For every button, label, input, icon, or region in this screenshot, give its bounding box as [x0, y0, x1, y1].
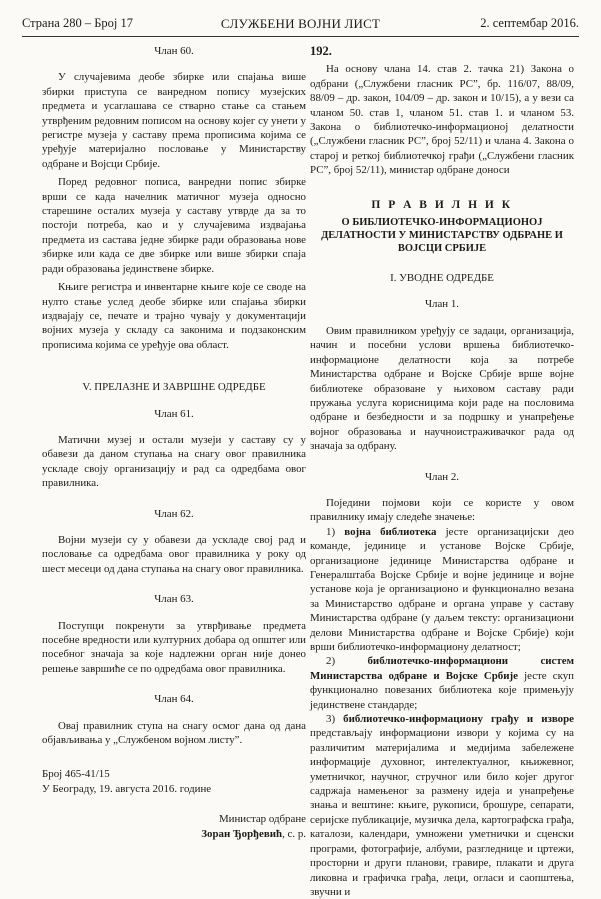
- header-rule: [22, 36, 579, 37]
- right-column: [310, 44, 574, 899]
- document-subtitle: О БИБЛИОТЕЧКО-ИНФОРМАЦИОНОЈ ДЕЛАТНОСТИ У МИНИСТАРСТВУ ОДБРАНЕ И ВОЈСЦИ СРБИЈЕ: [321, 217, 563, 255]
- section-heading: I. УВОДНЕ ОДРЕДБЕ: [390, 272, 494, 285]
- article-heading: Члан 1.: [424, 298, 460, 311]
- paragraph: Овај правилник ступа на снагу осмог дана од дана објављивања у „Службеном војном листу”.: [42, 719, 306, 747]
- definition-text: представљају информациони извори у којима су на различитим материјалима и медијима забележене информације духовног, интелектуалног, књижевног, уметничког, научног, стручног или било којег другог садржаја намењеног за размену идеја и унапређење знања и вештине: књиге, рукописи, брошуре, сепарати, серијске публикације, музичка дела, картографска грађа, каталози, календари, умножени уметнички и сценски програми, фотографије, албуми, разгледнице и цртежи, просторни и други планови, гравире, плакати и друга ликовна и графичка грађа, леци, огласи и саопштења, звучни и: [310, 727, 574, 898]
- signatory-suffix: , с. р.: [282, 827, 306, 840]
- definition-term: библиотечко-информациону грађу и изворе: [343, 713, 575, 726]
- definition-text: јесте организацијски део команде, јединице и установе Војске Србије, организационе јединице Министарства одбране и Генералштаба Војске Србије и војне јединице и војне установе која је организационо и функционално везана за Министарство одбране и органа управе у саставу Министарства одбране (у даљем тексту: организациони делови Министарства одбране и Војске Србије) који врши библиотечко-информациону делатност;: [310, 525, 574, 653]
- document-title: П Р А В И Л Н И К: [371, 198, 513, 211]
- article-heading: Члан 2.: [424, 470, 460, 483]
- paragraph: Књиге регистра и инвентарне књиге које се своде на нулто стање услед деобе збирке или спајања збирки издвајају се, печате и трајно чувају у документацији војних музеја у складу са законима и подзаконским прописима којима се уређује ова област.: [42, 281, 306, 351]
- article-heading: Члан 63.: [154, 593, 194, 606]
- paragraph: Матични музеј и остали музеји у саставу су у обавези да даном ступања на снагу овог правилника ускладе своју организацију и рад са одредбама овог правилника.: [42, 433, 306, 490]
- paragraph: Овим правилником уређују се задаци, организација, начин и посебни услови вршења библиотечко-информационе делатности која за потребе Министарства одбране и Војске Србије врше војне библиотеке образоване у њиховом саставу ради пружања услуга корисницима који раде на пословима одбране и безбедности и за подршку и унапређење војног образовања и научноистраживачког рада од значаја за одбрану.: [310, 324, 574, 453]
- definition-text: јесте скуп функционално повезаних библиотека које примењују јединствене стандарде;: [310, 669, 574, 711]
- preamble: На основу члана 14. став 2. тачка 21) Закона о одбрани („Службени гласник РС”, бр. 116/07, 88/09, 88/09 – др. закон, 104/09 – др. закон и 10/15), а у вези са чланом 50. став 1, чланом 51. став 1. и чланом 53. Закона о библиотечко-информационој делатности („Службени гласник РС”, број 52/11) и члана 4. Закона о старој и реткој библиотечкој грађи („Службени гласник РС”, број 52/11), министар одбране доноси: [310, 63, 574, 177]
- issue-date: 2. септембар 2016.: [480, 16, 579, 30]
- paragraph: У случајевима деобе збирке или спајања више збирки приступа се ванредном попису музејских предмета и усаглашава се стварно стање са стањем утврђеним редовним пописом на основу којег су унети у регистре музеја у саставу према прописима којима се уређује материјално пословање у Министарству одбране и Војсци Србије.: [42, 71, 306, 170]
- article-heading: Члан 64.: [154, 693, 194, 706]
- signatory: [42, 827, 306, 841]
- page-header: [22, 16, 579, 34]
- article-heading: Члан 61.: [154, 407, 194, 420]
- signatory-name: Зоран Ђорђевић: [201, 827, 283, 840]
- paragraph: Поред редовног пописа, ванредни попис збирке врши се када начелник матичног музеја односно старешине осталих музеја у саставу утврде да за то постоји потреба, као и у случајевима издвајања предмета из састава једне збирке ради образовања нове збирке или када се две збирке или више збирки спаја ради образовања јединствене збирке.: [42, 176, 306, 275]
- publication-title: СЛУЖБЕНИ ВОЈНИ ЛИСТ: [220, 16, 381, 31]
- signatory-title: Министар одбране: [218, 813, 306, 826]
- paragraph: Поједини појмови који се користе у овом правилнику имају следеће значење:: [310, 496, 574, 524]
- article-heading: Члан 62.: [154, 507, 194, 520]
- definition-term: војна библиотека: [344, 525, 437, 538]
- reference-number: Број 465-41/15: [42, 768, 110, 781]
- paragraph: Војни музеји су у обавези да ускладе свој рад и пословање са одредбама овог правилника у року од шест месеци од дана ступања на снагу овог правилника.: [42, 533, 306, 575]
- section-heading: V. ПРЕЛАЗНЕ И ЗАВРШНЕ ОДРЕДБЕ: [82, 381, 266, 394]
- definition-term: библиотечко-информациони систем Министарства одбране и Војске Србије: [310, 655, 574, 682]
- item-number: 192.: [310, 44, 332, 58]
- definition-item: 3) библиотечко-информациону грађу и изворе представљају информациони извори у којима су на различитим материјалима и медијима забележене информације духовног, интелектуалног, књижевног, уметничког, научног, стручног или било којег другог садржаја намењеног за размену идеја и унапређење знања и вештине: књиге, рукописи, брошуре, сепарати, серијске публикације, музичка дела, картографска грађа, каталози, календари, умножени уметнички и сценски програми, фотографије, албуми, разгледнице и цртежи, просторни и други планови, гравире, плакати и друга ликовна и графичка грађа, леци, огласи и саопштења, звучни и: [310, 713, 575, 898]
- place-and-date: У Београду, 19. августа 2016. године: [42, 782, 212, 795]
- definition-item: 1) војна библиотека јесте организацијски део команде, јединице и установе Војске Србије, организационе јединице Министарства одбране и Генералштаба Војске Србије и војне јединице и војне установе која је организационо и функционално везана за Министарство одбране и органа управе у саставу Министарства одбране (у даљем тексту: организациони делови Министарства одбране и Војске Србије) који врши библиотечко-информациону делатност;: [310, 525, 574, 653]
- left-column: [42, 44, 306, 841]
- page-number: Страна 280 – Број 17: [22, 16, 133, 30]
- definition-item: 2) библиотечко-информациони систем Министарства одбране и Војске Србије јесте скуп функционално повезаних библиотека које примењују јединствене стандарде;: [310, 655, 574, 711]
- paragraph: Поступци покренути за утврђивање предмета посебне вредности или културних добара од општег или посебног значаја за које надлежни орган није донео решење завршиће се по одредбама овог правилника.: [42, 619, 306, 675]
- article-heading: Члан 60.: [154, 45, 194, 57]
